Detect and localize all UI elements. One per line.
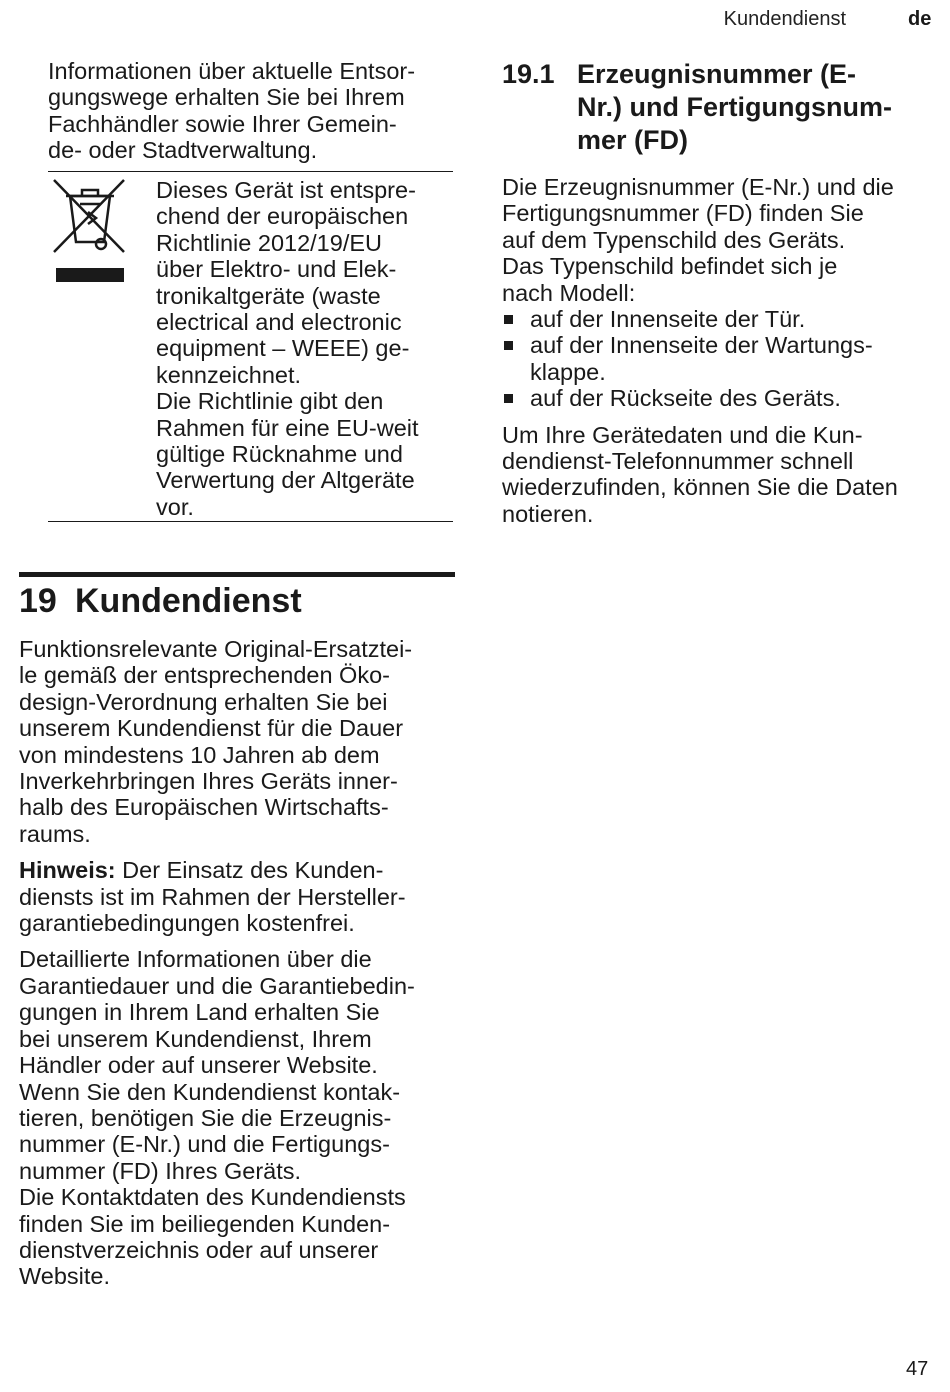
section-19-1-para2-line: wiederzufinden, können Sie die Daten xyxy=(502,474,898,501)
section-19-1-title-line: Erzeugnisnummer (E- xyxy=(577,59,857,89)
section-19-para1-line: unserem Kundendienst für die Dauer xyxy=(19,715,404,742)
section-19-1-para2-line: notieren. xyxy=(502,500,594,527)
weee-notice-line: vor. xyxy=(156,493,194,520)
section-19-para3-line: dienstverzeichnis oder auf unserer xyxy=(19,1236,379,1263)
running-header-language: de xyxy=(908,8,932,30)
bullet-square-icon xyxy=(504,341,513,350)
section-19-1-para1-line: Das Typenschild befindet sich je xyxy=(502,253,838,280)
section-19-1-body xyxy=(502,174,942,527)
hint-paragraph xyxy=(19,857,455,883)
section-19-heading xyxy=(19,582,455,620)
section-19-para3-line: finden Sie im beiliegenden Kunden- xyxy=(19,1210,391,1237)
section-19-para3-line: Garantiedauer und die Garantiebedin- xyxy=(19,972,415,999)
weee-notice-line: Verwertung der Altgeräte xyxy=(156,467,415,494)
weee-notice-line: Richtlinie 2012/19/EU xyxy=(156,229,382,256)
section-19-para3-line: Detaillierte Informationen über die xyxy=(19,946,372,973)
hint-line: garantiebedingungen kostenfrei. xyxy=(19,910,355,937)
section-19-1-para1-line: nach Modell: xyxy=(502,279,636,306)
weee-notice-line: Die Richtlinie gibt den xyxy=(156,388,384,415)
section-19-para1-line: von mindestens 10 Jahren ab dem xyxy=(19,741,380,768)
section-19-1-heading xyxy=(577,58,937,157)
section-19-title: Kundendienst xyxy=(75,582,302,620)
section-19-para3-line: Website. xyxy=(19,1263,110,1290)
list-item-text: auf der Innenseite der Wartungs- xyxy=(530,332,873,359)
weee-notice-line: kennzeichnet. xyxy=(156,361,302,388)
section-19-1-para2-line: dendienst-Telefonnummer schnell xyxy=(502,448,854,475)
section-19-para3-line: gungen in Ihrem Land erhalten Sie xyxy=(19,999,380,1026)
section-19-para1-line: Funktionsrelevante Original-Ersatztei- xyxy=(19,636,413,662)
disposal-intro-line: Informationen über aktuelle Entsor- xyxy=(48,58,416,84)
type-plate-location-list xyxy=(502,306,942,412)
crossed-out-wheelie-bin-icon xyxy=(52,178,128,286)
section-heading-rule xyxy=(19,572,455,577)
section-19-1-title-line: Nr.) und Fertigungsnum- xyxy=(577,92,892,122)
section-19-1-title-line: mer (FD) xyxy=(577,125,689,155)
disposal-intro xyxy=(48,58,453,164)
disposal-intro-line: de- oder Stadtverwaltung. xyxy=(48,137,318,164)
weee-notice-line: chend der europäischen xyxy=(156,203,409,230)
section-19-para1-line: Inverkehrbringen Ihres Geräts inner- xyxy=(19,768,398,795)
section-19-para1-line: halb des Europäischen Wirtschafts- xyxy=(19,794,389,821)
list-item-text: auf der Innenseite der Tür. xyxy=(530,306,806,333)
hint-label: Hinweis: xyxy=(19,857,116,884)
hint-text: Der Einsatz des Kunden- xyxy=(115,857,384,884)
list-item xyxy=(502,332,942,385)
weee-notice-line: Dieses Gerät ist entspre- xyxy=(156,177,416,203)
bullet-square-icon xyxy=(504,394,513,403)
section-19-para3-line: nummer (E-Nr.) und die Fertigungs- xyxy=(19,1131,390,1158)
section-19-para3-line: tieren, benötigen Sie die Erzeugnis- xyxy=(19,1104,392,1131)
section-19-para1-line: raums. xyxy=(19,820,91,847)
hint-line: diensts ist im Rahmen der Hersteller- xyxy=(19,883,406,910)
list-item xyxy=(502,306,942,332)
section-19-para3-line: bei unserem Kundendienst, Ihrem xyxy=(19,1025,372,1052)
section-19-1-number: 19.1 xyxy=(502,59,555,89)
disposal-intro-line: Fachhändler sowie Ihrer Gemein- xyxy=(48,110,397,137)
running-header-section: Kundendienst xyxy=(723,8,846,30)
section-19-para1-line: le gemäß der entsprechenden Öko- xyxy=(19,662,390,689)
bullet-square-icon xyxy=(504,315,513,324)
weee-notice-line: tronikaltgeräte (waste xyxy=(156,282,381,309)
weee-notice-line: Rahmen für eine EU-weit xyxy=(156,414,419,441)
weee-notice xyxy=(156,177,456,520)
section-19-1-para1-line: Die Erzeugnisnummer (E-Nr.) und die xyxy=(502,174,894,200)
section-19-number: 19 xyxy=(19,582,57,620)
page-number: 47 xyxy=(906,1358,929,1380)
weee-box-top-rule xyxy=(48,171,453,172)
weee-notice-line: gültige Rücknahme und xyxy=(156,441,403,468)
section-19-para3-line: Händler oder auf unserer Website. xyxy=(19,1052,378,1079)
list-item xyxy=(502,385,942,411)
weee-notice-line: über Elektro- und Elek- xyxy=(156,256,397,283)
section-19-1-para1-line: auf dem Typenschild des Geräts. xyxy=(502,226,846,253)
section-19-para1-line: design-Verordnung erhalten Sie bei xyxy=(19,688,388,715)
weee-box-bottom-rule xyxy=(48,521,453,522)
section-19-para3-line: Wenn Sie den Kundendienst kontak- xyxy=(19,1078,401,1105)
list-item-text: klappe. xyxy=(530,358,606,385)
section-19-body xyxy=(19,636,455,1290)
section-19-para3-line: nummer (FD) Ihres Geräts. xyxy=(19,1157,302,1184)
section-19-para3-line: Die Kontaktdaten des Kundendiensts xyxy=(19,1184,406,1211)
weee-notice-line: equipment – WEEE) ge- xyxy=(156,335,410,362)
list-item-text: auf der Rückseite des Geräts. xyxy=(530,385,841,412)
section-19-1-para2-line: Um Ihre Gerätedaten und die Kun- xyxy=(502,421,863,448)
section-19-1-para1-line: Fertigungsnummer (FD) finden Sie xyxy=(502,200,864,227)
disposal-intro-line: gungswege erhalten Sie bei Ihrem xyxy=(48,84,405,111)
weee-notice-line: electrical and electronic xyxy=(156,309,402,336)
